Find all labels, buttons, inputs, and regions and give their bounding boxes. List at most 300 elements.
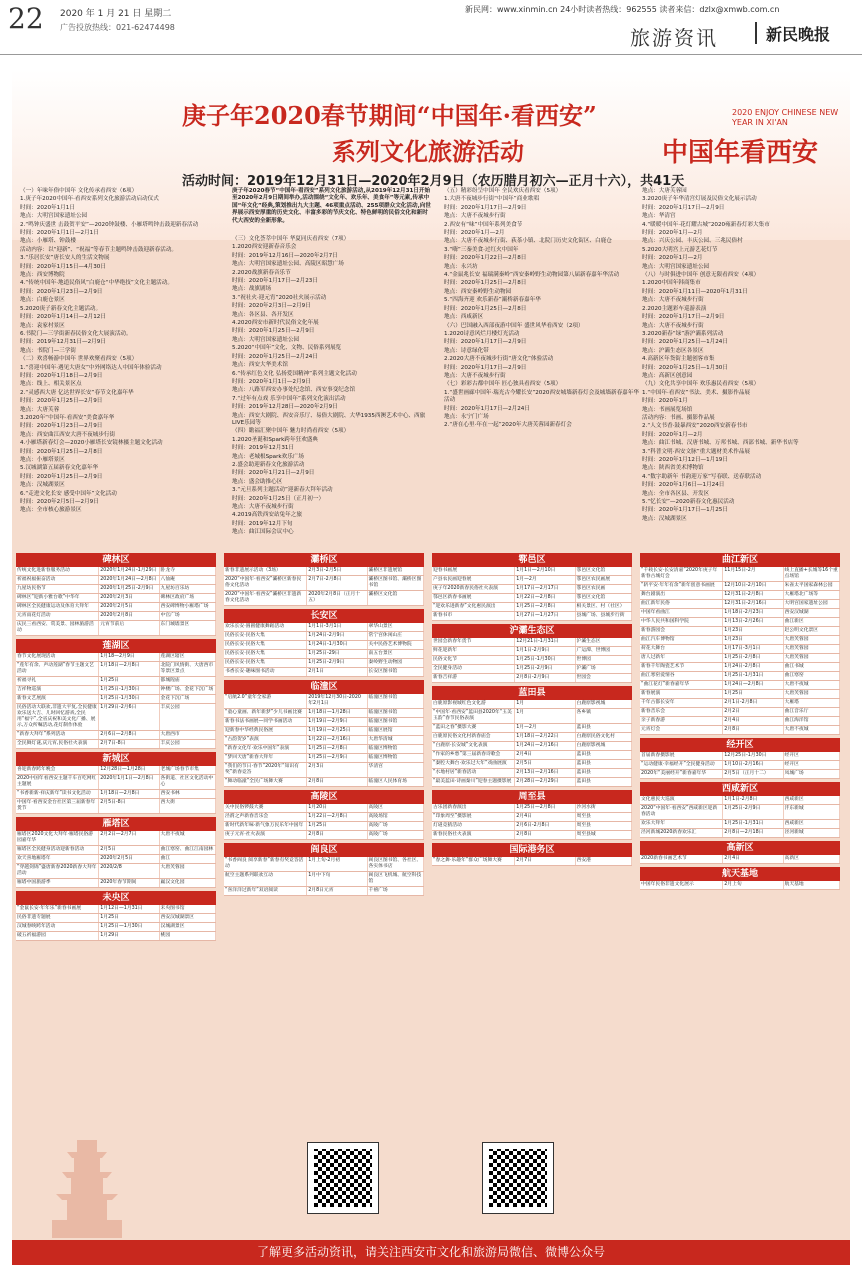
program-line: 6.“走进文化长安 感受中国年”文化活动 xyxy=(20,490,117,497)
table-row xyxy=(224,623,424,632)
event-name: “千载长安·长安清嘉”2020年庚子年新春古城灯会 xyxy=(640,567,723,581)
table-row xyxy=(224,778,424,787)
event-time: 1月10日-2月16日 xyxy=(723,761,783,769)
program-line: 时间：2020年1月17日—2月24日 xyxy=(444,405,530,412)
event-venue: 世园会 xyxy=(576,674,632,682)
program-line: 4.“暖暖中国年·花灯耀古城”2020雍新春灯彩大集市 xyxy=(642,221,770,228)
event-time: 2020年1月24日—2月8日 xyxy=(99,576,159,584)
event-time: 1月25日-2月8日 xyxy=(723,654,783,662)
table-row xyxy=(16,612,216,621)
program-line: 地点：永兴坊 xyxy=(444,263,478,270)
event-name: “作家的乡愁”第三届新春诗歌会 xyxy=(432,751,515,759)
event-name: 泾渭之声新春音乐会 xyxy=(224,813,307,821)
event-name: “新春大拜年”系列活动 xyxy=(16,731,99,739)
event-venue: 凤城广场 xyxy=(784,770,840,778)
event-time: 1月25日-1月30日 xyxy=(515,656,575,664)
event-venue: 大唐芙蓉园 xyxy=(784,636,840,644)
intro-text: 庚子年2020春节“中国年·看西安”系列文化旅游活动,从2019年12月31日开始至2020年2月9日期间举办,活动围绕“文化年、欢乐年、美食年”等元素,传承中国“年文化”经典,策划推出九大主题、46项重点活动、255项群众文化活动,向世界展示西安厚重的历史文化、丰富多彩的节庆文化、特色鲜明的民俗文化和新时代大西安的全新形象。 xyxy=(232,188,431,224)
program-line: 时间：2020年1月17日—2月9日 xyxy=(444,204,527,211)
table-row xyxy=(640,582,840,591)
event-time: 2月1日-2月8日 xyxy=(723,699,783,707)
event-name: 关中民俗锣鼓大赛 xyxy=(224,804,307,812)
table-row xyxy=(640,761,840,770)
district-column-4 xyxy=(640,550,840,890)
event-time: 1月29日-2月6日 xyxy=(99,704,159,730)
table-row xyxy=(640,663,840,672)
qr-pattern xyxy=(314,1149,372,1207)
table-row xyxy=(224,736,424,745)
event-name: 2020“中国年·看西安”西咸新区迎新春活动 xyxy=(640,805,723,819)
program-line: 3.“科普文明·西安文脉”重大题材美术作品展 xyxy=(642,448,751,455)
event-time: 2月上旬 xyxy=(723,881,783,889)
program-line: 时间：2020年1月17日—2月23日 xyxy=(232,278,318,285)
program-line: 地点：全市各区县、开发区 xyxy=(642,490,710,497)
program-line: 时间：2020年1月25日（正月初一） xyxy=(232,495,325,502)
table-row xyxy=(224,745,424,754)
event-venue: 世博园 xyxy=(576,656,632,664)
event-name: 首届新春摄影展 xyxy=(640,752,723,760)
event-venue: 沙河水街 xyxy=(576,804,632,812)
program-line: 时间：2020年1月18日—2月9日 xyxy=(20,372,103,379)
event-time: 12月31日-2月8日 xyxy=(723,591,783,599)
event-name: 中华人民共和国科学院 xyxy=(640,618,723,626)
event-name: 雁塔区全民健身活动迎新春活动 xyxy=(16,846,99,854)
table-row xyxy=(16,914,216,923)
table-row xyxy=(224,591,424,606)
program-line: （九）文化共享中国年 欢乐惠民看西安（5项） xyxy=(642,381,760,388)
program-line: 地点：华清宫 xyxy=(642,213,676,220)
program-line: 地点：大唐不夜城步行街 xyxy=(444,213,506,220)
event-time: 1月25日-2月9日 xyxy=(723,805,783,819)
event-time: 12月31日-2月16日 xyxy=(723,600,783,608)
program-line: （五）精彩纷呈中国年 全民欢庆看西安（5项） xyxy=(444,188,562,194)
qr-code-wechat[interactable] xyxy=(307,1142,379,1214)
event-venue: 白鹿原影视城 xyxy=(576,700,632,708)
event-name: 庚子年2020新春民俗社火表演 xyxy=(432,585,515,593)
table-row xyxy=(640,681,840,690)
program-line: 1.2020圣诞和Spark跨年狂欢盛典 xyxy=(232,436,318,443)
program-line: 时间：2020年1月17日—2月9日 xyxy=(444,364,527,371)
event-time: 2月8日 xyxy=(515,831,575,839)
program-line: 时间：2020年1月17日—1月25日 xyxy=(642,507,728,514)
ad-hotline: 广告投放热线：021-62474498 xyxy=(60,23,175,32)
event-time: 1月—2月 xyxy=(515,724,575,732)
event-name: 新春吉祥游 xyxy=(432,674,515,682)
event-poster xyxy=(12,70,850,1265)
table-row xyxy=(16,585,216,594)
program-line: 地点：西安大华美术馆 xyxy=(232,362,288,369)
program-line: 地点：大唐芙蓉园 xyxy=(642,188,687,194)
table-row xyxy=(16,603,216,612)
event-name: 元宵灯会 xyxy=(640,726,723,734)
table-row xyxy=(432,700,632,709)
event-venue: 曲江寒窑 xyxy=(784,672,840,680)
event-venue: 大唐芙蓉园 xyxy=(784,654,840,662)
event-venue: 大雁塔 xyxy=(784,699,840,707)
program-line: （八）与时俱进中国年 创意无限看西安（4项） xyxy=(642,272,760,279)
newspaper-brand: 新民晚报 xyxy=(766,25,831,44)
event-time: 2月5日（正月十二） xyxy=(723,770,783,778)
program-line: 地点：大唐不夜城步行街 xyxy=(232,504,294,510)
event-time: 1月25日-1月30日 xyxy=(99,695,159,703)
event-time: 2月5日 xyxy=(99,846,159,854)
event-name: 民俗非遗专题展 xyxy=(16,914,99,922)
program-line: 2.西安有“味”中国年系列美食节 xyxy=(444,221,523,228)
logo-chinese: 中国年看西安 xyxy=(662,138,819,168)
event-name: 新春千年陶瓷艺术节 xyxy=(640,663,723,671)
event-time: 2020年1月25日-2月9日 xyxy=(99,585,159,593)
program-line: 7.“过年有点戏 乐享中国年”系列文化演出活动 xyxy=(232,395,346,402)
event-time: 1月—2月 xyxy=(515,576,575,584)
table-row xyxy=(16,766,216,775)
table-row xyxy=(432,742,632,751)
program-column-1 xyxy=(20,188,220,528)
event-name: “喜洋洋过新年”双语阅读 xyxy=(224,887,307,895)
table-row xyxy=(224,641,424,650)
table-row xyxy=(16,594,216,603)
district-heading: 周至县 xyxy=(432,790,632,804)
program-line: （四）瞻福汇聚中国年 魅力时尚看西安（5项） xyxy=(232,428,350,435)
table-row xyxy=(432,674,632,683)
table-row xyxy=(16,653,216,662)
event-venue: 汉城湖景区 xyxy=(160,923,216,931)
event-name: “秦腔大舞台·欢乐过大年”戏曲展演 xyxy=(432,760,515,768)
program-line: 1.2020诗意风烂月楼灯光活动 xyxy=(444,330,520,337)
page-number: 22 xyxy=(8,2,44,35)
event-time: 2月4日 xyxy=(515,751,575,759)
event-venue: 临潼区图书馆 xyxy=(368,718,424,726)
program-line: 时间：2019年12月31日—2月9日 xyxy=(20,339,106,346)
table-row xyxy=(224,813,424,822)
event-name: 2020年“美丽经开”新春嘉年华 xyxy=(640,770,723,778)
event-venue: 长安区图书馆 xyxy=(368,668,424,676)
event-venue: 临潼区展馆 xyxy=(368,727,424,735)
event-time: 2019年12月30日-2020年2月1日 xyxy=(307,694,367,708)
event-venue: 临潼区博物馆 xyxy=(368,754,424,762)
event-time: 1月18日-2月23日 xyxy=(723,609,783,617)
event-name: 祈福祝福振奋活动 xyxy=(16,576,99,584)
event-time: 2月2日—2月7日 xyxy=(99,831,159,845)
event-name: “白鹿原·长安城”文化表演 xyxy=(432,742,515,750)
event-name: “穿越剑锦”盛唐新春2020新春大拜年活动 xyxy=(16,864,99,878)
program-line: （七）彩彩古都中国年 匠心独具看西安（5项） xyxy=(444,381,562,388)
event-time: 2020年春节期间 xyxy=(99,879,159,887)
table-row xyxy=(16,855,216,864)
event-time: 2月7日-8日 xyxy=(99,740,159,748)
table-row xyxy=(224,872,424,887)
event-venue: 卧龙寺 xyxy=(160,567,216,575)
event-venue: 大明宫国家遗址公园 xyxy=(784,600,840,608)
event-venue: 高陵广场 xyxy=(368,822,424,830)
event-name: 荷花大舞台 xyxy=(640,645,723,653)
program-line: 1.“盛世画廊中国年·瑞光古今耀长安”2020西安城墙新春灯会及城墙新春嘉年华活动 xyxy=(444,389,639,404)
event-name: 九屋坊民俗节 xyxy=(16,585,99,593)
event-name: “我们的节日·春节”2020年“知识有奖”新春竞答 xyxy=(224,763,307,777)
event-name: 迎新春中华经典民俗展 xyxy=(224,727,307,735)
event-name: 全民健身活动 xyxy=(432,665,515,673)
table-row xyxy=(224,727,424,736)
table-row xyxy=(16,621,216,636)
event-venue: 大唐芙蓉园 xyxy=(160,864,216,878)
event-venue: 大唐不夜城 xyxy=(160,831,216,845)
table-row xyxy=(640,699,840,708)
program-line: 时间：2020年1月—2月 xyxy=(642,431,703,438)
section-title: 旅游资讯 xyxy=(630,26,718,50)
activity-time: 活动时间：2019年12月31日—2020年2月9日（农历腊月初六—正月十六），共41天 xyxy=(182,174,685,189)
event-time: 1月20日 xyxy=(307,804,367,812)
event-name: 民俗长安·民俗大集 xyxy=(224,641,307,649)
program-line: 4.“金鼠兆长安 福瑞满秦岭”西安秦岭野生动物园第八届新春嘉年华活动 xyxy=(444,272,620,279)
event-time: 2月2日 xyxy=(723,708,783,716)
event-time: 2020年2月8日（正月十五） xyxy=(307,591,367,605)
table-row xyxy=(224,668,424,677)
event-venue: 县城广场、县城步行街 xyxy=(576,612,632,620)
pagoda-illustration xyxy=(32,1130,142,1240)
event-venue: 高陵广场 xyxy=(368,831,424,839)
event-venue: 莲湖区辖区 xyxy=(160,653,216,661)
table-row xyxy=(16,923,216,932)
program-line: 时间：2020年2月3日—2月9日 xyxy=(232,303,311,310)
event-name: 鲜花迎新年 xyxy=(432,647,515,655)
event-time: 1月18日—2月22日 xyxy=(515,733,575,741)
district-heading: 曲江新区 xyxy=(640,553,840,567)
program-line: 地点：书院门—三学街 xyxy=(20,347,76,354)
district-heading: 临潼区 xyxy=(224,680,424,694)
table-row xyxy=(224,831,424,840)
table-row xyxy=(640,829,840,838)
event-time: 1月25日-1月30日 xyxy=(99,686,159,694)
district-heading: 雁塔区 xyxy=(16,817,216,831)
program-line: 时间：2020年1月25日—1月30日 xyxy=(642,364,728,371)
program-line: 时间：2020年1月1日 xyxy=(20,204,75,211)
district-heading: 鄠邑区 xyxy=(432,553,632,567)
event-time: 2020年1月1日—2月8日 xyxy=(99,775,159,789)
district-column-2 xyxy=(224,550,424,896)
event-venue: 碑林区政府广场 xyxy=(160,594,216,602)
event-venue: 周至县 xyxy=(576,813,632,821)
event-name: 2020新春书画艺术节 xyxy=(640,855,723,863)
program-line: 地点：曲江书城、汉唐书城、万邦书城、西部书城、新华书店等 xyxy=(642,440,799,447)
program-line: 地点：西安秦岭野生动物园 xyxy=(444,288,512,295)
table-row xyxy=(224,754,424,763)
table-row xyxy=(432,760,632,769)
event-time: 2020年1月24日-1月29日 xyxy=(99,567,159,575)
event-venue: 关中民俗艺术博物院 xyxy=(368,641,424,649)
program-line: 地点：大明宫国家遗址公园、高陵区昭慧广场 xyxy=(232,261,344,268)
event-name: “曲江花灯”新春嘉年华 xyxy=(640,681,723,689)
event-time: 2月6日-2月8日 xyxy=(515,822,575,830)
event-venue: 大唐不夜城 xyxy=(784,681,840,689)
qr-code-weibo[interactable] xyxy=(482,1142,554,1214)
program-line: 5.2020“中国年”文化、文物、民俗系列展览 xyxy=(232,345,342,352)
event-name: 曲江汽车博物馆 xyxy=(640,636,723,644)
event-venue: 各乡镇 xyxy=(576,709,632,723)
event-name: “金鼠长安·年年乐”新春书画展 xyxy=(16,905,99,913)
event-name: 迎春书画展 xyxy=(432,567,515,575)
program-line: 地点：汉城湖景区 xyxy=(20,482,65,489)
event-venue: 翠华山景区 xyxy=(368,623,424,631)
event-time: 2020年2月3日 xyxy=(99,594,159,602)
event-venue: 常宁宫休闲山庄 xyxy=(368,632,424,640)
event-name: “童心童画、新年新梦”少儿书画比赛 xyxy=(224,709,307,717)
program-line: 4.“数字助新年 书韵迎万家”写春联、送春联活动 xyxy=(642,473,762,480)
event-time: 1月18日—2月8日 xyxy=(99,662,159,676)
event-venue: 赢汉文化园 xyxy=(160,879,216,887)
event-name: 新时代新年味·新气象万民乐年中国年 xyxy=(224,822,307,830)
event-time: 1月25日-29日 xyxy=(307,650,367,658)
table-row xyxy=(640,805,840,820)
program-line: 4.“传统中国年·地道民俗风”白鹿仓“中华绝技”文化主题活动。 xyxy=(20,280,173,287)
event-name: “启航2.0”童年全家游 xyxy=(224,694,307,708)
program-line: 2.2020主题彩车巡游表演 xyxy=(642,305,707,312)
event-venue: 千禧广场 xyxy=(368,887,424,895)
table-row xyxy=(432,638,632,647)
table-row xyxy=(640,881,840,890)
event-time: 1月24日—2月16日 xyxy=(515,742,575,750)
event-venue: 广运潭、世博园 xyxy=(576,647,632,655)
event-venue: 钟楼广场、金花下沉广场 xyxy=(160,686,216,694)
program-line: 地点：老城根Spark欢乐广场 xyxy=(232,453,305,460)
event-name: 新春书市 xyxy=(432,612,515,620)
event-venue: 沣东新城 xyxy=(784,805,840,819)
event-name: 民俗文化节 xyxy=(432,656,515,664)
event-venue: 线上直播+长城等16个重点场馆 xyxy=(784,567,840,581)
event-name: 世园会新春年货节 xyxy=(432,638,515,646)
event-name: 吉祥物巡演 xyxy=(16,686,99,694)
program-line: 时间：2020年1月—2月 xyxy=(642,230,703,237)
program-line: 5.2020庚子新春文化主题活动。 xyxy=(20,305,102,312)
table-row xyxy=(432,567,632,576)
program-line: 时间：2020年1月25日—2月8日 xyxy=(20,448,103,455)
event-time: 2020/2/8 xyxy=(99,864,159,878)
table-row xyxy=(16,662,216,677)
event-name: 唐人过新年 xyxy=(640,654,723,662)
table-row xyxy=(640,618,840,627)
event-venue: 八仙庵 xyxy=(160,576,216,584)
table-row xyxy=(224,857,424,872)
event-name: 元宵雨花灯活动 xyxy=(16,612,99,620)
event-time: 1月12日—1月31日 xyxy=(99,905,159,913)
table-row xyxy=(16,799,216,814)
event-time: 1月27日—1月27日 xyxy=(515,612,575,620)
program-line: 1.2020中国年韩商集市 xyxy=(642,280,701,287)
program-line: 地点：大明宫国家遗址公园 xyxy=(20,213,88,220)
event-venue: 白鹿原民俗文化村 xyxy=(576,733,632,741)
event-time: 2月28日—2月29日 xyxy=(515,778,575,786)
poster-title-line2: 系列文化旅游活动 xyxy=(332,137,524,166)
program-line: 地点：大唐不夜城步行街 xyxy=(642,297,704,304)
table-row xyxy=(224,650,424,659)
event-time: 12月10日-2月10日 xyxy=(723,582,783,590)
event-venue: 大唐芙蓉园 xyxy=(784,645,840,653)
event-venue: 蓝田县 xyxy=(576,751,632,759)
event-time: 1月25日-1月31日 xyxy=(723,820,783,828)
event-name: 碑林区“迎新小雅台歌”中华年 xyxy=(16,594,99,602)
program-line: 时间：2020年2月5日—2月9日 xyxy=(20,499,99,506)
event-name: 欢天喜地雁塔年 xyxy=(16,855,99,863)
program-line: （三）文化荟萃中国年 华夏同庆看西安（7项） xyxy=(232,236,350,242)
program-line: 时间：2020年1月25日—2月9日 xyxy=(20,398,103,405)
table-row xyxy=(432,603,632,612)
event-venue: 曲江海洋馆 xyxy=(784,717,840,725)
program-line: 时间：2020年1月23日—2月9日 xyxy=(20,288,103,295)
program-line: 1.2020西安迎新春音乐会 xyxy=(232,244,297,251)
table-row xyxy=(432,813,632,822)
event-venue: 高新区 xyxy=(784,855,840,863)
event-time: 1月 xyxy=(515,700,575,708)
program-line: 时间：2020年1月 xyxy=(642,398,688,405)
table-row xyxy=(432,612,632,621)
event-name: 中国年看曲江 xyxy=(640,609,723,617)
event-name: “书香新新·祥庆新年”读书文化活动 xyxy=(16,790,99,798)
table-row xyxy=(16,864,216,879)
event-venue: 曲江寒窑、曲江江南园林 xyxy=(160,846,216,854)
program-line: 时间：2020年1月12日—1月19日 xyxy=(642,457,728,463)
event-time: 2月13日—2月16日 xyxy=(515,769,575,777)
event-time: 1月25日—2月8日 xyxy=(307,745,367,753)
event-venue: 曲江音乐厅 xyxy=(784,708,840,716)
program-line: 地点：小雁塔、钟鼓楼 xyxy=(20,238,76,245)
event-time: 1月25日 xyxy=(99,677,159,685)
event-venue: 曲江 xyxy=(160,855,216,863)
event-name: 新春展演 xyxy=(640,690,723,698)
program-line: 地点：沪灞生态区各景区 xyxy=(642,347,704,354)
event-venue: 朱雀太平国家森林公园 xyxy=(784,582,840,590)
event-venue: 高陵区 xyxy=(368,804,424,812)
program-line: 地点：大唐不夜城步行街 xyxy=(444,372,506,379)
event-venue: 大唐不夜城 xyxy=(784,726,840,734)
program-line: 3.“元旦系列主题活动”迎新春大拜年活动 xyxy=(232,487,333,494)
table-row xyxy=(640,752,840,761)
district-heading: 碑林区 xyxy=(16,553,216,567)
district-heading: 沪灞生态区 xyxy=(432,624,632,638)
table-row xyxy=(224,718,424,727)
program-line: 2.“鸣钟庆盛世 击鼓贺平安”—2020钟鼓楼、小雁塔鸣钟击鼓迎新春活动 xyxy=(20,221,199,228)
program-line: 地点：盛会助推心区 xyxy=(232,478,283,485)
event-name: 中国年·看西安金台社区第三届新春年货节 xyxy=(16,799,99,813)
event-name: “莲年有余、声动莲湖”春节主题文艺活动 xyxy=(16,662,99,676)
event-time: 2月5日-8日 xyxy=(99,799,159,813)
table-row xyxy=(640,627,840,636)
table-row xyxy=(432,733,632,742)
event-name: 鄠邑区新春书画展 xyxy=(432,594,515,602)
event-venue: 九屋坊百乐坊 xyxy=(160,585,216,593)
event-name: 破五祈福游园 xyxy=(16,932,99,940)
event-name: “迎欢乐进新春”文化惠民演出 xyxy=(432,603,515,611)
event-time: 1月25日-2月9日 xyxy=(515,665,575,673)
event-name: 文化惠民大巡演 xyxy=(640,796,723,804)
event-name: 2020中国年看西安主题千车百吃网红主题展 xyxy=(16,775,99,789)
event-venue: 桃园 xyxy=(160,932,216,940)
event-time: 2月6日—2月8日 xyxy=(99,731,159,739)
table-row xyxy=(16,704,216,731)
table-row xyxy=(432,778,632,787)
event-venue: 未央图书馆 xyxy=(160,905,216,913)
event-time: 1月1日-3月1日 xyxy=(307,623,367,631)
table-row xyxy=(16,695,216,704)
table-row xyxy=(432,769,632,778)
event-name: 2020“中国年·看西安”灞桥区非遗新春文化活动 xyxy=(224,591,307,605)
program-line: 3.2020新春“绿”游沪灞系列活动 xyxy=(642,330,724,337)
event-venue: 大唐华清城 xyxy=(368,736,424,744)
event-time: 1月25日 xyxy=(307,822,367,830)
program-line: 时间：2019年12月28日—2020年2月9日 xyxy=(232,404,338,411)
event-venue: 西安书林 xyxy=(160,790,216,798)
program-line: 时间：2020年1月1日—2月1日 xyxy=(20,230,99,237)
table-row xyxy=(432,585,632,594)
event-name: 碑林区全民健康运动及体育大拜年 xyxy=(16,603,99,611)
event-venue: 白鹿原影视城 xyxy=(576,742,632,750)
